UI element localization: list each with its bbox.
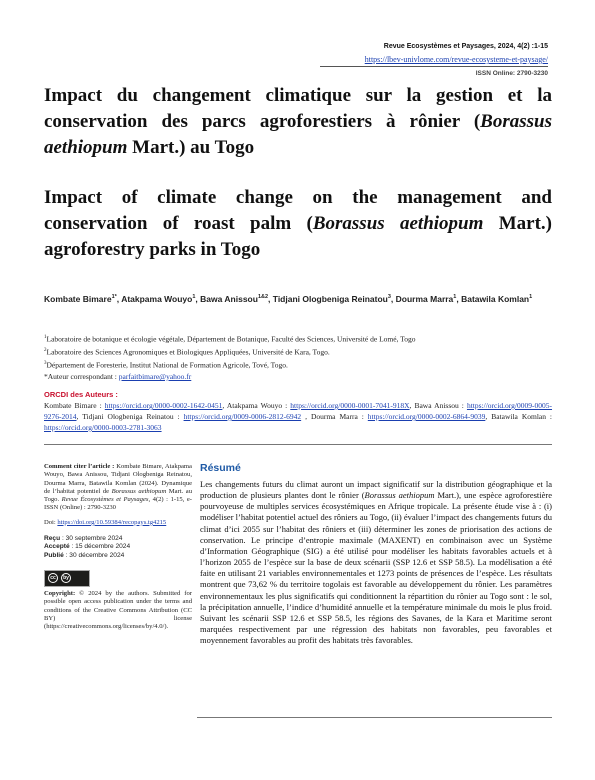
affiliation-item: $^1$Laboratoire de botanique et écologie végétale, Département de Botanique, Faculté des Sciences, Université de Lomé, Togo [44,334,416,344]
title-french: Impact du changement climatique sur la gestion et la conservation des parcs agroforestiers à rônier (Borassus aethiopum Mart.) au Togo [44,85,552,158]
article-dates [44,535,192,560]
copyright-notice: Copyright: © 2024 by the authors. Submitted for possible open access publication under the terms and conditions of the Creative Commons Attribution (CC BY) license (https://creativecommons.org/licenses/by/4.0/). [44,589,192,631]
by-icon: by [61,573,71,583]
doi-line: Doi: https://doi.org/10.59384/recopays.tg4215 [44,518,167,526]
title-english: Impact of climate change on the management and conservation of roast palm (Borassus aethiopum Mart.) agroforestry parks in Togo [44,187,552,260]
issn-label: ISSN Online: 2790-3230 [475,70,548,77]
orcid-section [44,389,552,433]
journal-url-link[interactable]: https://lbev-univlome.com/revue-ecosysteme-et-paysage/ [364,55,548,64]
title-fr-species: Borassus aethiopum [44,111,552,158]
abstract-divider [197,717,552,718]
orcid-link[interactable]: https://orcid.org/0009-0005-9276-2014 [44,401,553,421]
section-divider [44,444,552,445]
abstract-body: Les changements futurs du climat auront un impact significatif sur la distribution géographique et la production de plusieurs plantes dont le rônier (Borassus aethiopum Mart.), une espèce agroforestière pourvoyeuse de multiples services écosystémiques en Afrique tropicale. La présente étude vise à : (i) modéliser l’habitat potentiel actuel des rôniers au Togo, (ii) évaluer l’impact des changements futurs du climat d’ici 2055 sur l’habitat des rôniers et (iii) déterminer les zones de priorisation des actions de conservation. Le principe d’entropie maximale (MAXENT) en combinaison avec un Système d’Information Géographique (SIG) a été utilisé pour modéliser les habitats favorables actuels et à l’horizon 2055 de l’espèce sur la base de deux scénarii (SSP 12.6 et SSP 58.5). La modélisation a été faite en utilisant 21 variables environnementales et 1273 points de présences de l’espèce. Les résultats montrent que 73,62 % du territoire togolais est favorable au développement du rônier. Les paramètres environnementaux les plus significatifs qui conditionnent la répartition du rônier au Togo sont : le sol, la précipitation annuelle, l’indice d’humidité annuelle et la température minimale du mois le plus froid. Suivant les scénarii SSP 12.6 et SSP 58.5, les régions des Savanes, de la Kara et Maritime seront marquées respectivement par une régression des habitats non favorables, peu favorables et moyennement favorables au profit des habitats très favorables. [200,479,553,646]
orcid-link[interactable]: https://orcid.org/0000-0003-2781-3063 [44,423,162,432]
orcid-link[interactable]: https://orcid.org/0000-0001-7041-918X [290,401,410,410]
article-info-sidebar [44,463,192,631]
title-en-species: Borassus aethiopum [312,213,484,234]
author: Kombate Bimare$^{1*}$ [44,293,117,304]
date-published: Publié : 30 décembre 2024 [44,551,125,559]
affiliations [44,332,552,383]
orcid-heading: ORCDI des Auteurs : [44,390,118,399]
doi-link[interactable]: https://doi.org/10.59384/recopays.tg4215 [57,518,167,526]
date-received: Reçu : 30 septembre 2024 [44,535,123,543]
orcid-link[interactable]: https://orcid.org/0009-0006-2812-6942 [183,412,302,421]
corresponding-author: *Auteur correspondant : parfaitbimare@yahoo.fr [44,372,192,381]
affiliation-item: $^2$Laboratoire des Sciences Agronomiques et Biologiques Appliquées, Université de Kara, Togo. [44,347,330,357]
author: Tidjani Ologbeniga Reinatou$^3$ [272,293,391,304]
orcid-list: Kombate Bimare : https://orcid.org/0000-0002-1642-0451, Atakpama Wouyo : https://orcid.org/0000-0001-7041-918X, Bawa Anissou : https://orcid.org/0009-0005-9276-2014, Tidjani Ologbeniga Reinatou : https://orcid.org/0009-0006-2812-6942 , Dourma Marra : https://orcid.org/0000-0002-6864-9039, Batawila Komlan : https://orcid.org/0000-0003-2781-3063 [44,401,553,432]
citation-block: Comment citer l’article : Kombate Bimare, Atakpama Wouyo, Bawa Anissou, Tidjani Ologbeniga Reinatou, Dourma Marra, Batawila Komlan (2024). Dynamique de l’habitat potentiel de Borassus aethiopum Mart. au Togo. Revue Écosystèmes et Paysages, 4(2) : 1-15, e-ISSN (Online) : 2790-3230 [44,463,192,512]
cc-icon: cc [48,573,58,583]
author-list: Kombate Bimare$^{1*}$, Atakpama Wouyo$^1$, Bawa Anissou$^{1\&2}$, Tidjani Ologbeniga Reinatou$^3$, Dourma Marra$^1$, Batawila Komlan$^1$ [44,293,533,304]
correspondent-email-link[interactable]: parfaitbimare@yahoo.fr [118,372,192,381]
journal-header: Revue Ecosystèmes et Paysages, 2024, 4(2) :1-15 [383,43,548,50]
date-accepted: Accepté : 15 décembre 2024 [44,543,131,551]
cc-by-license-icon[interactable] [44,570,90,587]
orcid-link[interactable]: https://orcid.org/0000-0002-6864-9039 [367,412,486,421]
author: Dourma Marra$^1$ [395,293,457,304]
author: Atakpama Wouyo$^1$ [121,293,196,304]
affiliation-item: $^3$Département de Foresterie, Institut National de Formation Agricole, Tové, Togo. [44,360,288,370]
abstract-heading: Résumé [200,462,241,474]
orcid-link[interactable]: https://orcid.org/0000-0002-1642-0451 [104,401,223,410]
author: Bawa Anissou$^{1\&2}$ [200,293,269,304]
author: Batawila Komlan$^1$ [461,293,533,304]
header-divider [320,66,548,67]
